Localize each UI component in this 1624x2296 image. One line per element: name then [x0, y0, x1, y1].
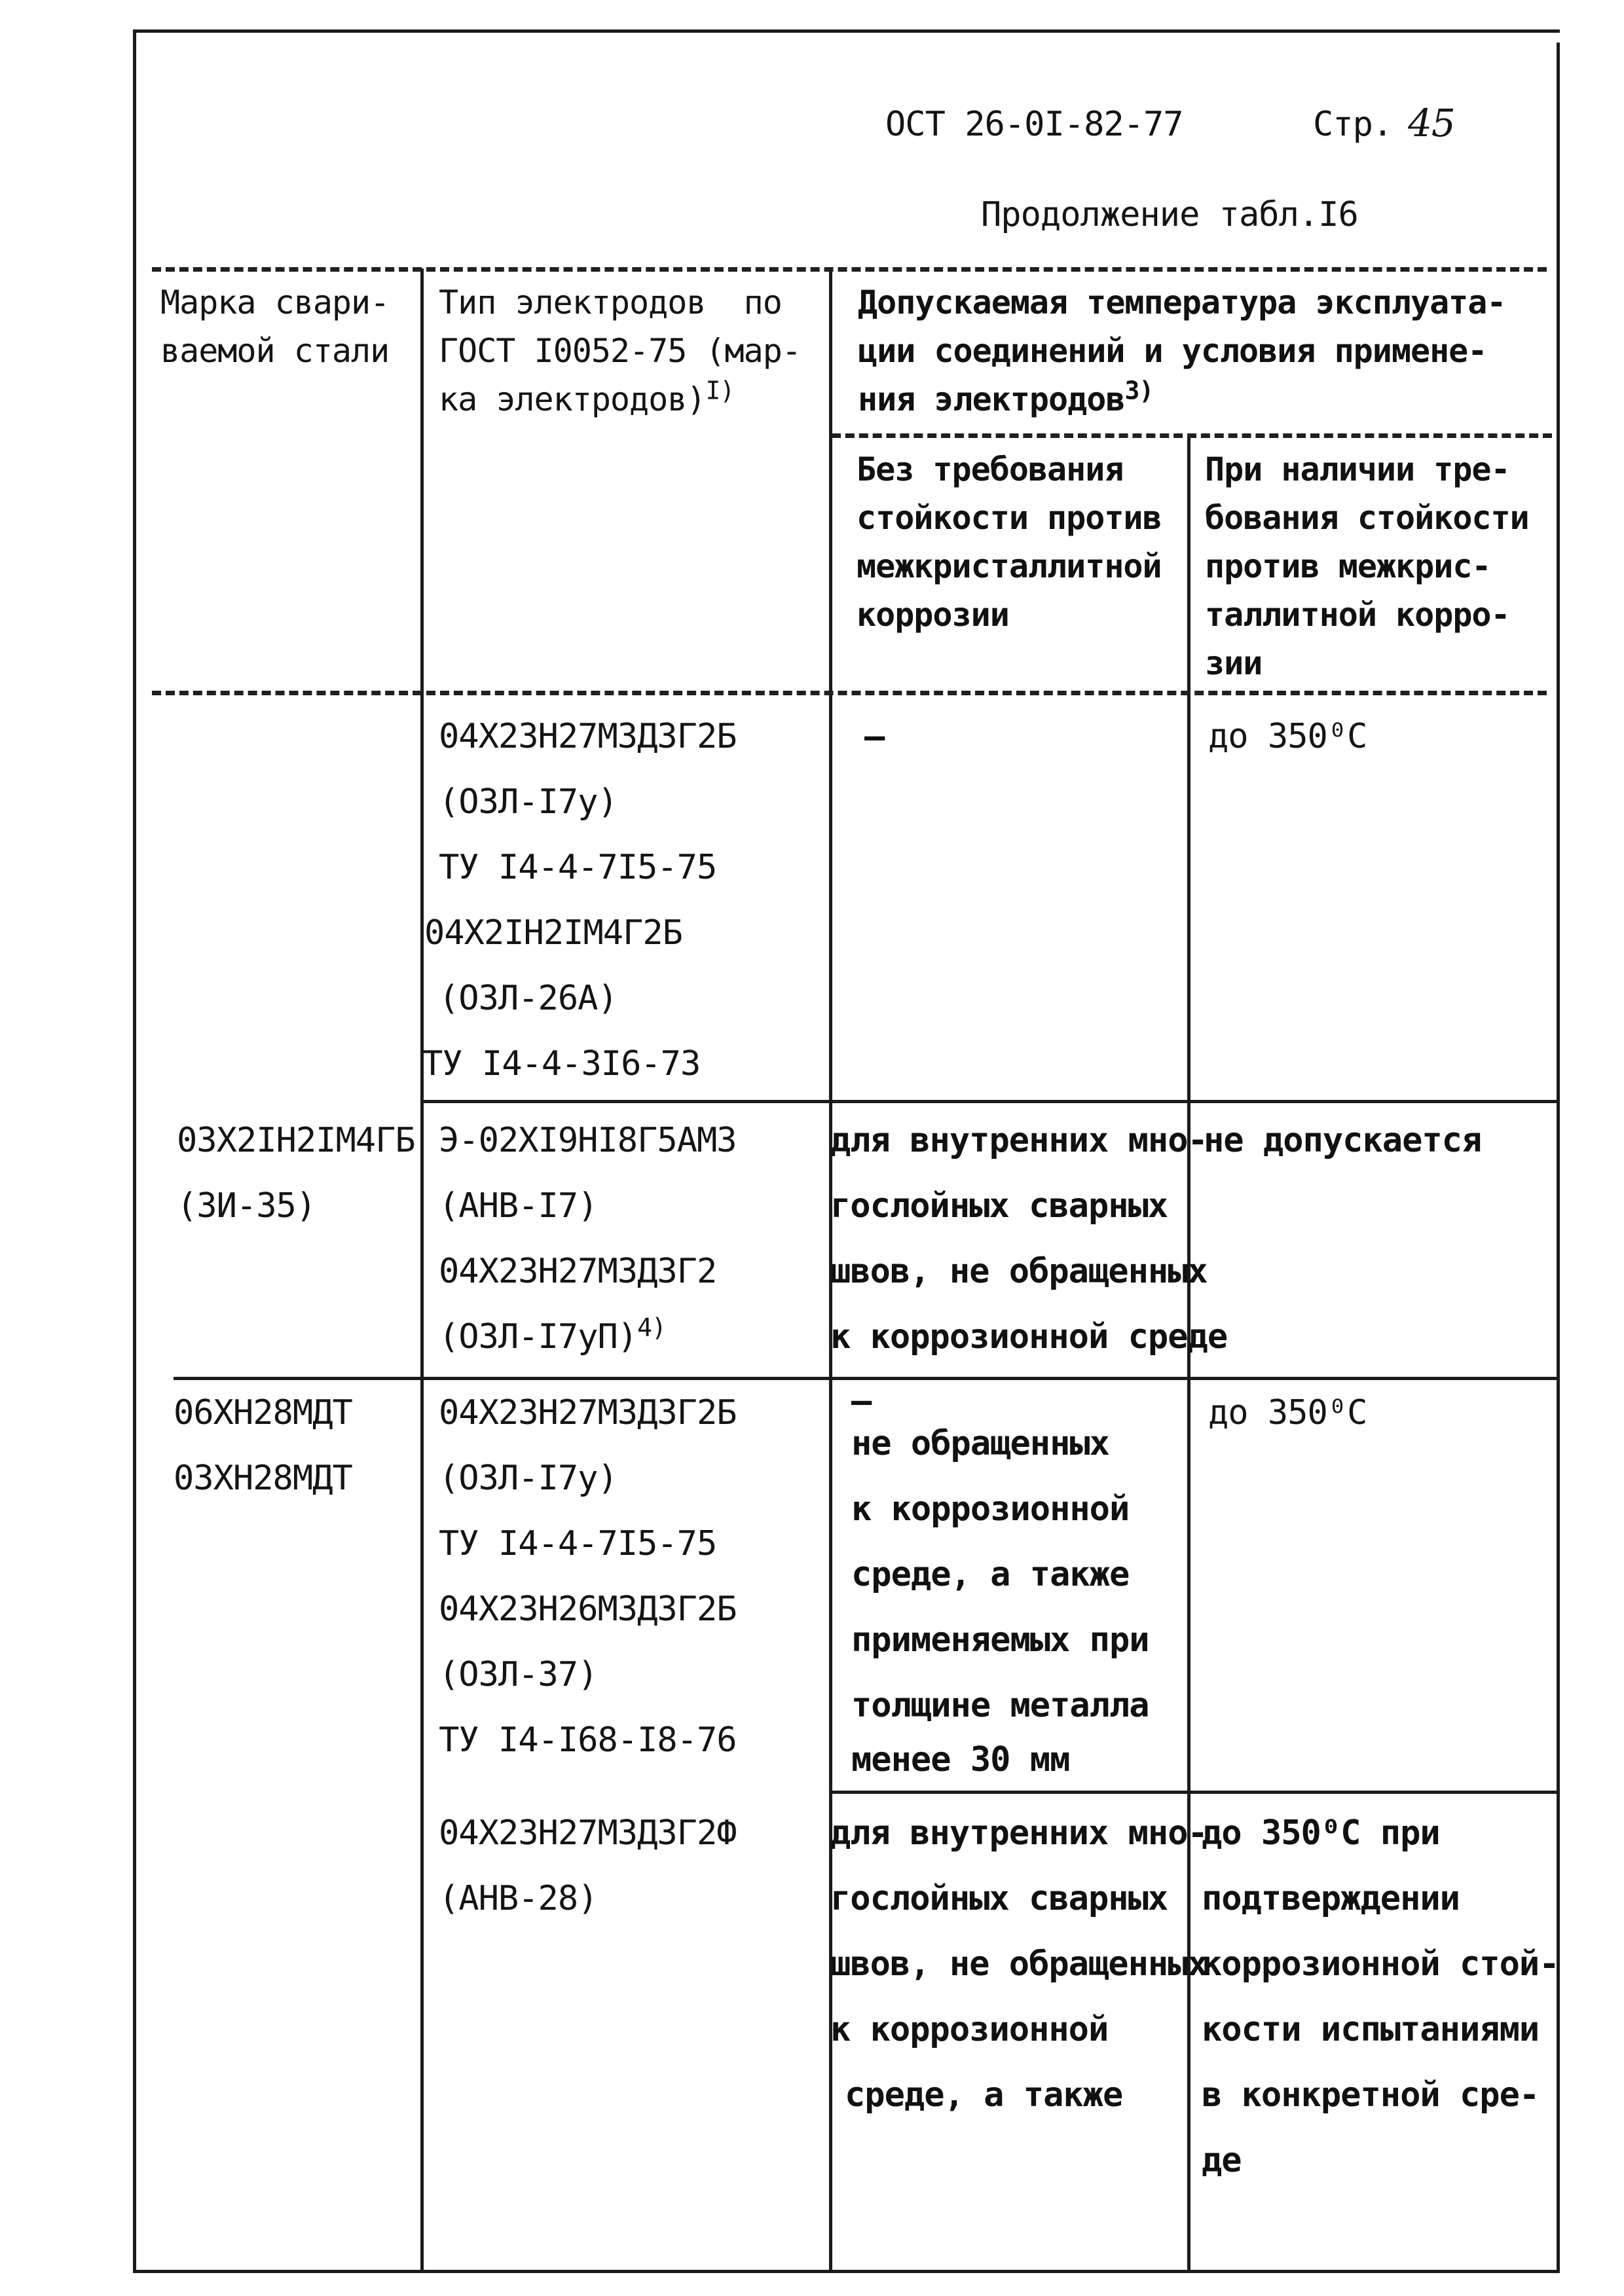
- footnote-ref-1: I): [705, 376, 735, 405]
- header-top-dashed-rule: [152, 267, 1547, 272]
- steel-cell: 06ХН28МДТ: [174, 1393, 352, 1432]
- header-temperature-line-3: ния электродов: [858, 380, 1125, 418]
- electrode-cell: 04Х23Н27М3Д3Г2Б: [439, 717, 737, 756]
- steel-cell: 03Х2IН2IМ4ГБ: [177, 1121, 415, 1160]
- frame-bottom-border: [133, 2270, 1560, 2273]
- electrode-cell: 04Х23Н27М3Д3Г2Б: [439, 1393, 737, 1432]
- no-requirement-cell: –: [864, 717, 885, 756]
- no-requirement-cell: для внутренних мно-: [830, 1813, 1208, 1853]
- table-continuation-title: Продолжение табл.I6: [981, 195, 1358, 234]
- electrode-cell: Э-02ХI9НI8Г5АМ3: [439, 1121, 737, 1160]
- with-requirement-cell: до 350⁰С при: [1202, 1813, 1440, 1853]
- header-bottom-dashed-rule: [152, 691, 1547, 695]
- with-requirement-cell: не допускается: [1204, 1121, 1482, 1160]
- footnote-ref-4: 4): [637, 1313, 666, 1342]
- document-code: ОСТ 26-0I-82-77: [885, 105, 1183, 144]
- no-requirement-cell: для внутренних мно-: [830, 1121, 1208, 1160]
- header-electrode-type-line-3: ка электродов): [439, 380, 706, 418]
- row-1-bottom-rule: [424, 1100, 1557, 1103]
- column-divider-1: [420, 268, 424, 2272]
- page-label: Стр.: [1313, 105, 1393, 144]
- with-requirement-cell: до 350⁰С: [1208, 1393, 1367, 1432]
- page-number: 45: [1408, 101, 1455, 145]
- electrode-cell: 04Х23Н27М3Д3Г2Ф: [439, 1813, 737, 1853]
- frame-left-border: [133, 29, 136, 2272]
- with-requirement-cell: до 350⁰С: [1208, 717, 1367, 756]
- document-page: ОСТ 26-0I-82-77 Стр. 45 Продолжение табл.I6 Марка свари- ваемой стали Тип электродов по ГОСТ I0052-75 (мар- ка электродов)$^{I)}$ Допускаемая температура эксплуата- ции соединений и условия примене- ния электродов$^{3)}$ Без требования стойкости против межкристаллитной коррозии При наличии тре- бования стойкости против межкрис- таллитной корро- зии 04Х23Н27М3Д3Г2Б (ОЗЛ-I7у) ТУ I4-4-7I5-75 04Х2IН2IМ4Г2Б (ОЗЛ-26А) ТУ I4-4-3I6-73 – до 350⁰С 03Х2IН2IМ4ГБ (ЗИ-35) Э-02ХI9НI8Г5АМ3 (АНВ-I7) 04Х23Н27М3Д3Г2 $(ОЗЛ-I7уП)^{4)}$ для внутренних мно- гослойных сварных швов, не обращенных к коррозионной среде не допускается 06ХН28МДТ 03ХН28МДТ 04Х23Н27М3Д3Г2Б (ОЗЛ-I7у) ТУ I4-4-7I5-75 04Х23Н26М3Д3Г2Б (ОЗЛ-37) ТУ I4-I68-I8-76 – не обращенных к коррозионной среде, а также применяемых при толщине металла менее 30 мм до 350⁰С 04Х23Н27М3Д3Г2Ф (АНВ-28) для внутренних мно- гослойных сварных швов, не обращенных к коррозионной среде, а также до 350⁰С при подтверждении коррозионной стой- кости испытаниями в конкретной сре- де: [0, 0, 1624, 2296]
- subheader-dashed-rule: [832, 433, 1552, 438]
- footnote-ref-3: 3): [1124, 376, 1154, 405]
- no-requirement-cell: –: [851, 1381, 872, 1421]
- frame-top-border: [133, 29, 1560, 33]
